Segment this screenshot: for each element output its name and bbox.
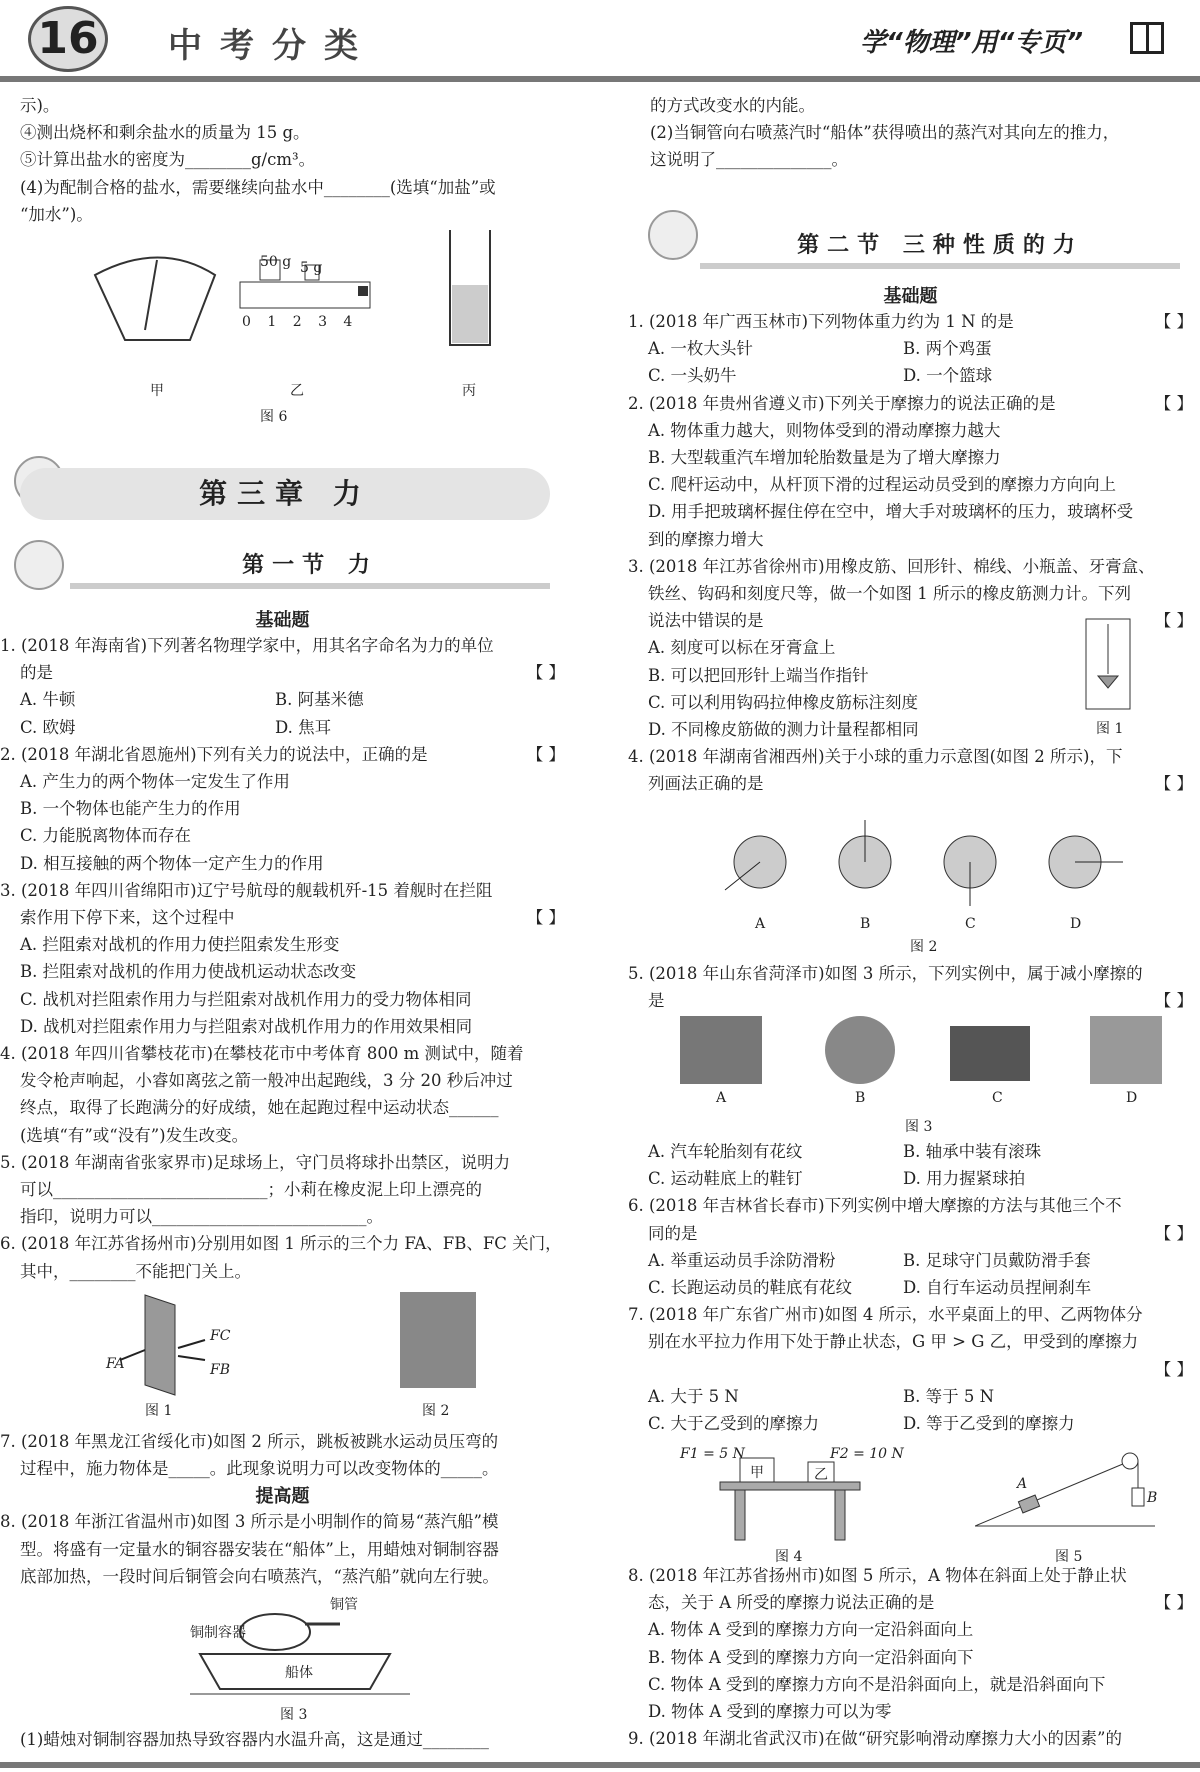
right-figure-3 — [680, 1016, 1170, 1136]
question-line: 6. (2018 年江苏省扬州市)分别用如图 1 所示的三个力 FA、FB、FC 关门， — [0, 1234, 562, 1254]
figure-3-steamboat — [190, 1594, 440, 1724]
option-line: B. 拦阻索对战机的作用力使战机运动状态改变 — [20, 962, 357, 982]
figure-6 — [90, 230, 510, 425]
question-line: 别在水平拉力作用下处于静止状态，G 甲 > G 乙，甲受到的摩擦力 — [648, 1332, 1139, 1352]
option-line: A. 刻度可以标在牙膏盒上 — [648, 638, 836, 658]
right-q8-9 — [628, 1562, 1193, 1752]
f1-label: F1 = 5 N — [680, 1446, 745, 1462]
book-icon — [1130, 22, 1164, 54]
option-line: D. 相互接触的两个物体一定产生力的作用 — [20, 853, 324, 873]
bear-mascot-icon — [14, 540, 64, 590]
right-top — [650, 92, 1190, 174]
question-line: 3. (2018 年江苏省徐州市)用橡皮筋、回形针、棉线、小瓶盖、牙膏盒、 — [628, 556, 1155, 576]
section-title: 第二节 三种性质的力 — [797, 233, 1083, 258]
right-q5 — [628, 960, 1193, 1014]
option-a-label: A — [716, 1090, 727, 1106]
bear-mascot-icon — [648, 210, 698, 260]
option-row: A. 汽车轮胎刻有花纹 B. 轴承中装有滚珠 — [648, 1142, 1042, 1161]
left-q7-8 — [0, 1428, 565, 1590]
right-figure-1-caption: 图 1 — [1096, 721, 1124, 737]
option-line: B. 物体 A 受到的摩擦力方向一定沿斜面向下 — [648, 1647, 974, 1667]
question-line: 过程中，施力物体是_____。此现象说明力可以改变物体的_____。 — [20, 1459, 499, 1479]
label-jia: 甲 — [150, 383, 164, 399]
figure-3-caption: 图 3 — [280, 1707, 308, 1723]
question-line: 3. (2018 年四川省绵阳市)辽宁号航母的舰载机歼-15 着舰时在拦阻 — [0, 880, 493, 900]
right-figure-3-caption: 图 3 — [905, 1119, 933, 1135]
left-bottom — [20, 1726, 565, 1753]
right-figure-5-caption: 图 5 — [1055, 1549, 1083, 1565]
question-line: 8. (2018 年江苏省扬州市)如图 5 所示，A 物体在斜面上处于静止状 — [628, 1566, 1127, 1585]
right-figure-2 — [715, 812, 1135, 954]
option-c-label: C — [965, 916, 976, 932]
option-line: D. 物体 A 受到的摩擦力可以为零 — [648, 1702, 892, 1722]
option-line: B. 大型载重汽车增加轮胎数量是为了增大摩擦力 — [648, 448, 1001, 468]
question-line: 1. (2018 年广西玉林市)下列物体重力约为 1 N 的是 【 】 — [628, 312, 1193, 331]
shoe-photo — [950, 1026, 1030, 1081]
force-b-label: FB — [210, 1362, 231, 1378]
option-line: A. 物体重力越大，则物体受到的滑动摩擦力越大 — [648, 420, 1001, 440]
text-line: (2)当铜管向右喷蒸汽时“船体”获得喷出的蒸汽对其向左的推力， — [650, 123, 1120, 143]
section-1-heading — [70, 548, 550, 589]
text-line: 这说明了______________。 — [650, 150, 848, 170]
option-line: C. 战机对拦阻索作用力与拦阻索对战机作用力的受力物体相同 — [20, 989, 472, 1009]
question-line: 可以__________________________；小莉在橡皮泥上印上漂亮的 — [20, 1180, 482, 1200]
door-drawing — [100, 1290, 240, 1400]
question-line: 是 【 】 — [648, 991, 1193, 1011]
incline-drawing — [975, 1446, 1165, 1546]
option-line: C. 物体 A 受到的摩擦力方向不是沿斜面向上，就是沿斜面向下 — [648, 1674, 1106, 1694]
bracket-line: 【 】 — [1154, 1359, 1193, 1379]
question-line: 铁丝、钩码和刻度尺等，做一个如图 1 所示的橡皮筋测力计。下列 — [648, 584, 1131, 604]
right-figure-4 — [680, 1446, 920, 1564]
option-line: A. 产生力的两个物体一定发生了作用 — [20, 772, 290, 792]
question-line: (1)蜡烛对铜制容器加热导致容器内水温升高，这是通过________ — [20, 1730, 489, 1749]
option-line: B. 一个物体也能产生力的作用 — [20, 799, 241, 819]
section-rule — [70, 583, 550, 589]
page-number: 16 — [28, 6, 108, 72]
page-header — [0, 0, 1200, 80]
header-rule — [0, 76, 1200, 82]
block-b-label: B — [1147, 1490, 1158, 1506]
option-a-label: A — [755, 916, 766, 932]
option-b-label: B — [860, 916, 871, 932]
header-slogan: 学“物理”用“专页” — [860, 28, 1083, 58]
option-line: B. 可以把回形针上端当作指针 — [648, 665, 869, 685]
option-d-label: D — [1070, 916, 1082, 932]
figure-6-caption: 图 6 — [260, 409, 288, 425]
text-line: “加水”)。 — [20, 204, 93, 224]
text-line: ⑤计算出盐水的密度为________g/cm³。 — [20, 150, 316, 170]
option-line: A. 拦阻索对战机的作用力使拦阻索发生形变 — [20, 935, 340, 955]
scale-numbers: 0 1 2 3 4 — [242, 314, 359, 330]
block-a-label: A — [1017, 1476, 1028, 1492]
question-line: 态，关于 A 所受的摩擦力说法正确的是 【 】 — [648, 1593, 1193, 1613]
option-row: A. 一枚大头针 B. 两个鸡蛋 — [648, 339, 992, 359]
tube-label: 铜管 — [330, 1597, 358, 1613]
figure-1-door — [100, 1290, 240, 1420]
option-row: A. 大于 5 N B. 等于 5 N — [648, 1386, 995, 1406]
question-line: 8. (2018 年浙江省温州市)如图 3 所示是小明制作的简易“蒸汽船”模 — [0, 1512, 499, 1532]
f2-label: F2 = 10 N — [830, 1446, 904, 1462]
question-line: 指印，说明力可以__________________________。 — [20, 1207, 383, 1227]
left-questions — [0, 606, 565, 1285]
racket-photo — [1090, 1016, 1162, 1084]
text-line: ④测出烧杯和剩余盐水的质量为 15 g。 — [20, 123, 310, 143]
right-figure-2-caption: 图 2 — [910, 939, 938, 955]
mass-50g-label: 50 g — [260, 254, 292, 270]
spring-scale-drawing — [1076, 614, 1146, 714]
option-row: C. 欧姆 D. 焦耳 — [20, 717, 332, 737]
section-rule — [700, 263, 1180, 269]
option-row: C. 大于乙受到的摩擦力 D. 等于乙受到的摩擦力 — [648, 1414, 1075, 1434]
option-line: C. 可以利用钩码拉伸橡皮筋标注刻度 — [648, 692, 919, 712]
option-row: C. 一头奶牛 D. 一个篮球 — [648, 366, 993, 386]
question-line: 底部加热，一段时间后铜管会向右喷蒸汽，“蒸汽船”就向左行驶。 — [20, 1566, 499, 1586]
option-line: A. 物体 A 受到的摩擦力方向一定沿斜面向上 — [648, 1620, 974, 1640]
option-row: A. 举重运动员手涂防滑粉 B. 足球守门员戴防滑手套 — [648, 1250, 1091, 1270]
text-line: 的方式改变水的内能。 — [650, 96, 815, 115]
question-line: 列画法正确的是 【 】 — [648, 774, 1193, 794]
question-line: 7. (2018 年广东省广州市)如图 4 所示，水平桌面上的甲、乙两物体分 — [628, 1305, 1143, 1325]
option-row: A. 牛顿 B. 阿基米德 — [20, 690, 364, 710]
basic-heading: 基础题 — [883, 286, 938, 307]
question-line: 4. (2018 年四川省攀枝花市)在攀枝花市中考体育 800 m 测试中，随着 — [0, 1044, 524, 1064]
question-line: 4. (2018 年湖南省湘西州)关于小球的重力示意图(如图 2 所示)，下 — [628, 747, 1123, 767]
question-line: 索作用下停下来，这个过程中 【 】 — [20, 908, 565, 928]
section-title: 第一节 力 — [242, 553, 378, 578]
option-c-label: C — [992, 1090, 1003, 1106]
right-q5-7 — [628, 1138, 1193, 1437]
right-figure-1 — [1076, 614, 1146, 737]
question-line: 的是 【 】 — [20, 663, 565, 683]
question-line: 型。将盛有一定量水的铜容器安装在“船体”上，用蜡烛对铜制容器 — [20, 1539, 499, 1559]
question-line: 其中，________不能把门关上。 — [20, 1261, 251, 1281]
option-line: C. 力能脱离物体而存在 — [20, 826, 192, 846]
option-line: D. 用手把玻璃杯握住停在空中，增大手对玻璃杯的压力，玻璃杯受 — [648, 502, 1134, 522]
option-d-label: D — [1126, 1090, 1138, 1106]
option-b-label: B — [855, 1090, 866, 1106]
option-line: D. 不同橡皮筋做的测力计量程都相同 — [648, 720, 919, 740]
basic-heading: 基础题 — [255, 610, 310, 631]
steamboat-drawing — [190, 1594, 440, 1704]
question-line: 9. (2018 年湖北省武汉市)在做“研究影响滑动摩擦力大小的因素”的 — [628, 1729, 1122, 1749]
right-figure-5 — [975, 1446, 1165, 1564]
text-line: (4)为配制合格的盐水，需要继续向盐水中________(选填“加盐”或 — [20, 177, 496, 197]
option-line: 到的摩擦力增大 — [648, 529, 764, 549]
section-2-heading — [700, 228, 1180, 269]
header-title: 中考分类 — [168, 26, 376, 66]
question-line: 同的是 【 】 — [648, 1223, 1193, 1243]
question-line: 5. (2018 年湖南省张家界市)足球场上，守门员将球扑出禁区，说明力 — [0, 1152, 511, 1172]
advanced-heading: 提高题 — [255, 1486, 310, 1508]
force-c-label: FC — [210, 1328, 231, 1344]
label-yi: 乙 — [290, 383, 304, 399]
question-line: 说法中错误的是 【 】 — [648, 611, 1193, 631]
block-jia-label: 甲 — [750, 1465, 764, 1481]
question-line: (选填“有”或“没有”)发生改变。 — [20, 1125, 249, 1145]
container-label: 铜制容器 — [190, 1625, 246, 1641]
chapter-banner: 第三章 力 — [20, 468, 550, 520]
force-a-label: FA — [106, 1356, 125, 1372]
label-bing: 丙 — [462, 383, 476, 399]
question-line: 2. (2018 年贵州省遵义市)下列关于摩擦力的说法正确的是 【 】 — [628, 393, 1193, 413]
block-yi-label: 乙 — [814, 1467, 828, 1483]
question-line: 5. (2018 年山东省菏泽市)如图 3 所示，下列实例中，属于减小摩擦的 — [628, 964, 1143, 983]
option-row: C. 运动鞋底上的鞋钉 D. 用力握紧球拍 — [648, 1169, 1026, 1189]
option-row: C. 长跑运动员的鞋底有花纹 D. 自行车运动员捏闸刹车 — [648, 1278, 1092, 1298]
question-line: 1. (2018 年海南省)下列著名物理学家中，用其名字命名为力的单位 — [0, 636, 494, 655]
left-column-top — [20, 92, 565, 228]
gravity-diagrams — [715, 812, 1135, 912]
figure-2-diver — [400, 1292, 480, 1420]
right-figure-4-caption: 图 4 — [775, 1549, 803, 1565]
question-line: 2. (2018 年湖北省恩施州)下列有关力的说法中，正确的是 【 】 — [0, 744, 565, 764]
question-line: 终点，取得了长跑满分的好成绩，她在起跑过程中运动状态______ — [20, 1098, 499, 1118]
question-line: 发令枪声响起，小睿如离弦之箭一般冲出起跑线，3 分 20 秒后冲过 — [20, 1071, 513, 1091]
tire-photo — [680, 1016, 762, 1084]
bearing-photo — [825, 1016, 895, 1084]
figure-2-caption: 图 2 — [422, 1403, 450, 1419]
option-line: C. 爬杆运动中，从杆顶下滑的过程运动员受到的摩擦力方向向上 — [648, 475, 1117, 495]
question-line: 6. (2018 年吉林省长春市)下列实例中增大摩擦的方法与其他三个不 — [628, 1196, 1122, 1216]
footer-rule — [0, 1762, 1200, 1768]
diver-photo — [400, 1292, 476, 1388]
figure-1-caption: 图 1 — [145, 1403, 173, 1419]
mass-5g-label: 5 g — [300, 260, 323, 276]
option-line: D. 战机对拦阻索作用力与拦阻索对战机作用力的作用效果相同 — [20, 1016, 473, 1036]
question-line: 7. (2018 年黑龙江省绥化市)如图 2 所示，跳板被跳水运动员压弯的 — [0, 1432, 499, 1451]
text-line: 示)。 — [20, 96, 60, 115]
hull-label: 船体 — [285, 1665, 313, 1681]
